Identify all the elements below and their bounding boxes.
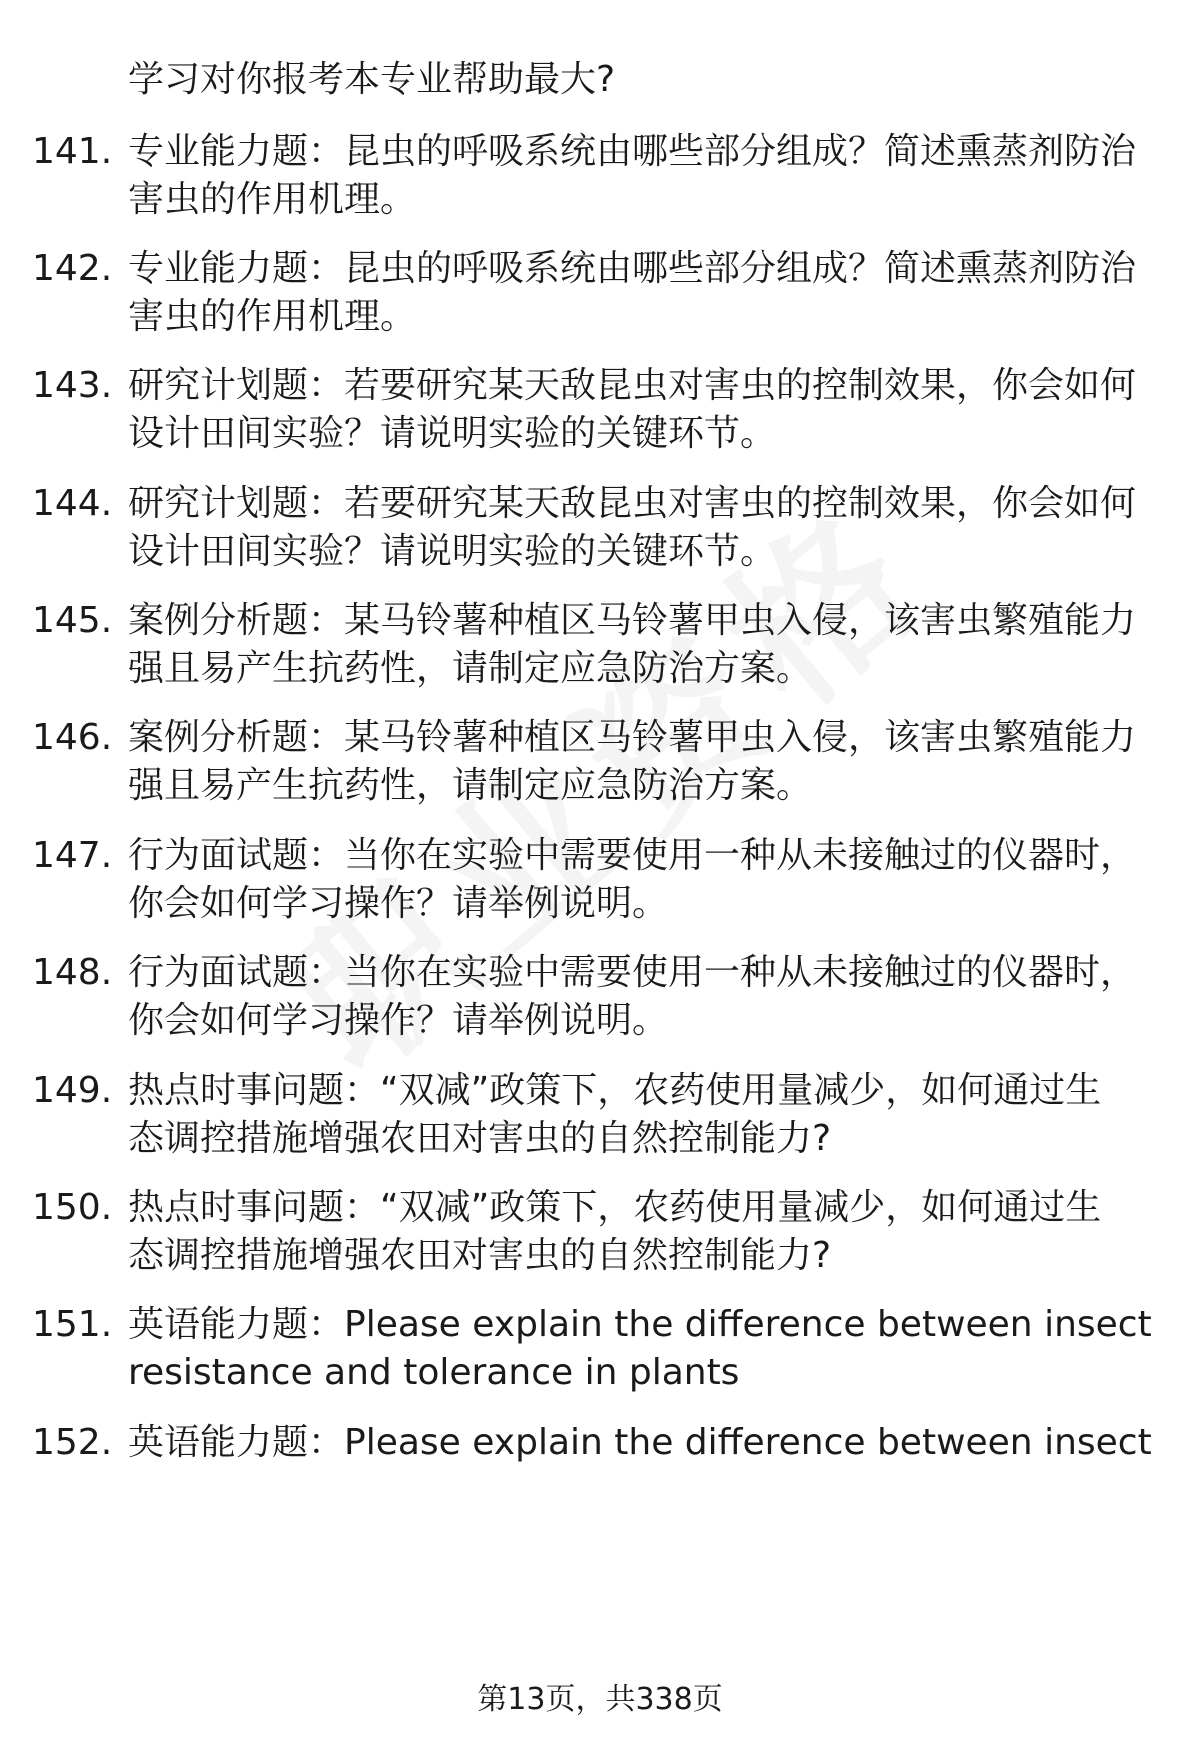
question-text-line1: 案例分析题：某马铃薯种植区马铃薯甲虫入侵，该害虫繁殖能力 bbox=[128, 600, 1137, 641]
question-number: 145. bbox=[32, 600, 113, 641]
question-number: 142. bbox=[32, 248, 113, 289]
question-number: 144. bbox=[32, 483, 113, 524]
question-text-line2: 害虫的作用机理。 bbox=[128, 296, 417, 337]
question-text-line1: 行为面试题：当你在实验中需要使用一种从未接触过的仪器时， bbox=[128, 952, 1137, 993]
question-text-line2: 强且易产生抗药性，请制定应急防治方案。 bbox=[128, 648, 813, 689]
question-number: 147. bbox=[32, 835, 113, 876]
question-text-line1: 热点时事问题：“双减”政策下，农药使用量减少，如何通过生 bbox=[128, 1187, 1102, 1228]
question-number: 149. bbox=[32, 1070, 113, 1111]
question-text-line2: resistance and tolerance in plants bbox=[128, 1352, 740, 1393]
question-text-line1: 研究计划题：若要研究某天敌昆虫对害虫的控制效果，你会如何 bbox=[128, 365, 1137, 406]
question-text-line1: 行为面试题：当你在实验中需要使用一种从未接触过的仪器时， bbox=[128, 835, 1137, 876]
question-text-line2: 态调控措施增强农田对害虫的自然控制能力? bbox=[128, 1235, 832, 1276]
question-text-line2: 强且易产生抗药性，请制定应急防治方案。 bbox=[128, 765, 813, 806]
question-text-line1: 英语能力题：Please explain the difference between insect bbox=[128, 1304, 1152, 1345]
question-number: 141. bbox=[32, 131, 113, 172]
question-text-line1: 专业能力题：昆虫的呼吸系统由哪些部分组成？简述熏蒸剂防治 bbox=[128, 248, 1137, 289]
question-text-line2: 你会如何学习操作？请举例说明。 bbox=[128, 883, 669, 924]
question-number: 151. bbox=[32, 1304, 113, 1345]
question-text-line2: 你会如何学习操作？请举例说明。 bbox=[128, 1000, 669, 1041]
question-number: 148. bbox=[32, 952, 113, 993]
question-text-line1: 案例分析题：某马铃薯种植区马铃薯甲虫入侵，该害虫繁殖能力 bbox=[128, 717, 1137, 758]
question-text-line2: 害虫的作用机理。 bbox=[128, 179, 417, 220]
question-text-line2: 设计田间实验？请说明实验的关键环节。 bbox=[128, 531, 777, 572]
question-text-line1: 英语能力题：Please explain the difference between insect bbox=[128, 1422, 1152, 1463]
question-text-line1: 专业能力题：昆虫的呼吸系统由哪些部分组成？简述熏蒸剂防治 bbox=[128, 131, 1137, 172]
question-number: 143. bbox=[32, 365, 113, 406]
question-number: 146. bbox=[32, 717, 113, 758]
page-footer: 第13页，共338页 bbox=[477, 1682, 723, 1717]
question-text-line2: 态调控措施增强农田对害虫的自然控制能力? bbox=[128, 1118, 832, 1159]
intro-continuation: 学习对你报考本专业帮助最大? bbox=[128, 59, 616, 100]
question-number: 150. bbox=[32, 1187, 113, 1228]
question-text-line1: 热点时事问题：“双减”政策下，农药使用量减少，如何通过生 bbox=[128, 1070, 1102, 1111]
question-text-line2: 设计田间实验？请说明实验的关键环节。 bbox=[128, 413, 777, 454]
question-text-line1: 研究计划题：若要研究某天敌昆虫对害虫的控制效果，你会如何 bbox=[128, 483, 1137, 524]
question-number: 152. bbox=[32, 1422, 113, 1463]
